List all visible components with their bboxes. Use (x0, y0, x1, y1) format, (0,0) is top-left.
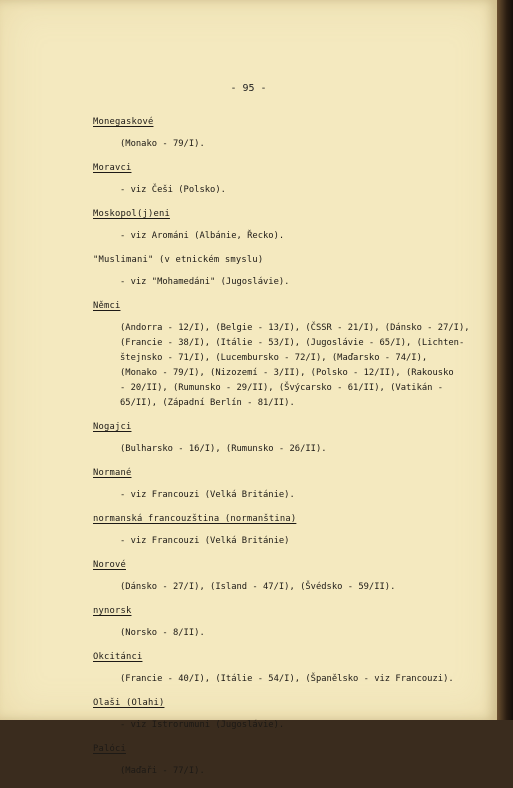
entry-reference: (Monako - 79/I), (Nizozemí - 3/II), (Polsko - 12/II), (Rakousko (120, 368, 454, 378)
entry-reference-block (93, 321, 470, 411)
page-number: - 95 - (230, 83, 267, 94)
entry-heading: nynorsk (93, 606, 132, 616)
entry-heading: Moravci (93, 163, 132, 173)
entry-reference: - viz Francouzi (Velká Británie) (120, 536, 290, 546)
index-entry (93, 253, 463, 290)
index-entry (93, 420, 463, 457)
entry-reference: (Dánsko - 27/I), (Island - 47/I), (Švédsko - 59/II). (120, 582, 396, 592)
index-entry (93, 696, 463, 733)
index-entry (93, 650, 463, 687)
entry-heading: normanská francouzština (normanština) (93, 514, 297, 524)
entry-heading: Monegaskové (93, 117, 154, 127)
index-entry (93, 207, 463, 244)
entry-reference: (Bulharsko - 16/I), (Rumunsko - 26/II). (120, 444, 327, 454)
entry-reference: - viz Češi (Polsko). (120, 185, 226, 195)
entry-reference: (Norsko - 8/II). (120, 628, 205, 638)
entry-reference: (Maďaři - 77/I). (120, 766, 205, 776)
index-entry (93, 115, 463, 152)
entry-reference: - viz "Mohamedáni" (Jugoslávie). (120, 277, 290, 287)
entry-heading: Olaši (Olahi) (93, 698, 165, 708)
index-entries (93, 115, 470, 788)
index-entry (93, 558, 463, 595)
index-entry (93, 604, 463, 641)
entry-reference: (Francie - 40/I), (Itálie - 54/I), (Španělsko - viz Francouzi). (120, 674, 454, 684)
entry-reference: (Andorra - 12/I), (Belgie - 13/I), (ČSSR - 21/I), (Dánsko - 27/I), (120, 323, 470, 333)
entry-reference: - 20/II), (Rumunsko - 29/II), (Švýcarsko - 61/II), (Vatikán - (120, 383, 444, 393)
entry-reference: štejnsko - 71/I), (Lucembursko - 72/I), (Maďarsko - 74/I), (120, 353, 428, 363)
entry-heading: Nogajci (93, 422, 132, 432)
entry-heading: Normané (93, 468, 132, 478)
entry-heading: Moskopol(j)eni (93, 209, 170, 219)
index-entry (93, 512, 463, 549)
entry-heading: "Muslimani" (v etnickém smyslu) (93, 255, 264, 265)
entry-heading: Němci (93, 301, 121, 311)
entry-heading: Palóci (93, 744, 126, 754)
entry-heading: Norové (93, 560, 126, 570)
entry-reference: - viz Arománi (Albánie, Řecko). (120, 231, 285, 241)
entry-reference: (Monako - 79/I). (120, 139, 205, 149)
index-entry (93, 299, 470, 411)
entry-reference: (Francie - 38/I), (Itálie - 53/I), (Jugoslávie - 65/I), (Lichten- (120, 338, 465, 348)
entry-heading: Okcitánci (93, 652, 143, 662)
book-binding-edge (497, 0, 513, 720)
entry-reference: - viz Istrorumuni (Jugoslávie). (120, 720, 285, 730)
index-entry (93, 466, 463, 503)
entry-reference: 65/II), (Západní Berlín - 81/II). (120, 398, 295, 408)
entry-reference: - viz Francouzi (Velká Británie). (120, 490, 295, 500)
index-entry (93, 742, 463, 779)
index-entry (93, 161, 463, 198)
